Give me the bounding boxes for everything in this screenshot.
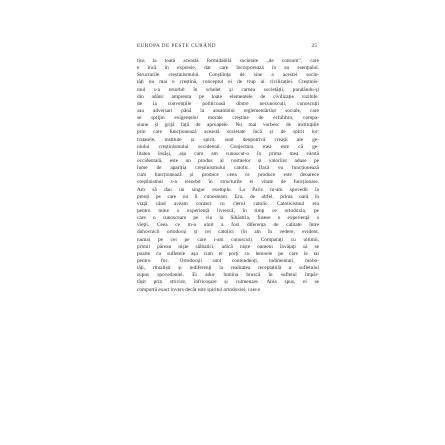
text-line: din adânc amprenta pe toate elementele de civilizație vizibile: <box>137 93 319 100</box>
text-line: comportă exact invers decât este spiritul ortodoxiei, care e <box>137 286 261 293</box>
text-line: duhovnicii ortodocși și cei catolici (în am în vedere, evident, <box>137 229 319 236</box>
text-line: mul s-a resorbit în schelet și carnea societății, pundându-și <box>137 86 319 93</box>
text-line: pentru foc. Ortodocșii sunt contondenți, rudimentari, mobo- <box>137 257 319 264</box>
text-line: tratatele, institute și spirit, sunt deopotrivă creații ale ge- <box>137 136 319 143</box>
text-line: viață când aveam contact cu clerul catolic. Catolicismul era <box>137 200 319 207</box>
text-line: Structurile creștinismului. Conștiința de sine a acestei socie- <box>137 72 319 79</box>
text-line: tăți nu mai e creștină, conceptul ei de trup al civilizației. Creștinis- <box>137 79 319 86</box>
text-line: pentru mine o experiență livrescă, în timp ce ortodoxia, pe <box>137 207 319 214</box>
text-line: de la convențiile politicoasă dintre necunoscuți, cunoscuții <box>137 100 319 107</box>
text-line: niului creștinismului occidental. Conjectura mea este că ge- <box>137 143 319 150</box>
text-line: primii păreau niște sălbatici, adică niște oameni învățați să se <box>137 243 319 250</box>
running-head-title: EUROPA DE PESTE CURÂND <box>137 43 216 49</box>
running-head <box>137 43 317 49</box>
text-line: litatea însăși, așa cum am cunoscut-o în prima mea vârstă <box>137 150 319 157</box>
text-line: lume de apariția creștinismului catolic. Dacă ea funcționează <box>137 165 319 172</box>
text-line: care o cunosceam pe viu la Sihăstria, fusese o experiență a <box>137 215 319 222</box>
text-line: tășit prin strivire, înfricoșare și culmenare. Abia spus, ei se <box>137 279 319 286</box>
text-line: numai pe cei pe care i-am cunoscut). Comparați cu ultimii, <box>137 236 319 243</box>
text-line: siune și grijă față de aproapele. Nu mai vorbesc de instituțiile <box>137 122 319 129</box>
text-line: creștinismul s-a resorbit în structurile ei vitale de funcționare. <box>137 179 319 186</box>
page-number: 25 <box>311 43 317 49</box>
text-line: Am să dau un singur exemplu. La Paris m-am spovedit la <box>137 186 319 193</box>
text-line: vieții. Ceea ce m-a uluit a fost diferența de calitate între <box>137 222 319 229</box>
text-line: preoți pe care nu îi cunosteam. Era, de altfel, prima oară în <box>137 193 319 200</box>
text-line: e încă în expresie, dar care încorporează în ea esențialul. <box>137 65 319 72</box>
text-line: tăți, ritualiști și indiferenți la realitatea receptabilă a sufletului <box>137 265 319 272</box>
text-line: tins la toată această formidabilă societate „de consum”, care <box>137 58 319 64</box>
text-line: occidentală, este un produs al normelor și valorilor aduse pe <box>137 157 319 164</box>
text-line: se sprijin exigențelor morale creștine de echilibru, compa- <box>137 115 319 122</box>
text-line: cum funcționează și produce ceea ce produce este deoarece <box>137 172 319 179</box>
text-line: supus spovedaniei. Ei aduc lumina bruscă în sufletul împăr- <box>137 272 319 279</box>
text-line: sau adversari până la ansamblul reglementărilor sociale, care <box>137 107 319 114</box>
text-line: prin care funcționează această societate încă și de spirit lor: <box>137 129 319 136</box>
text-line: poarte cu sufletele așa cum te porți cu lemnele pe care le tai <box>137 250 319 257</box>
body-text <box>137 58 319 294</box>
